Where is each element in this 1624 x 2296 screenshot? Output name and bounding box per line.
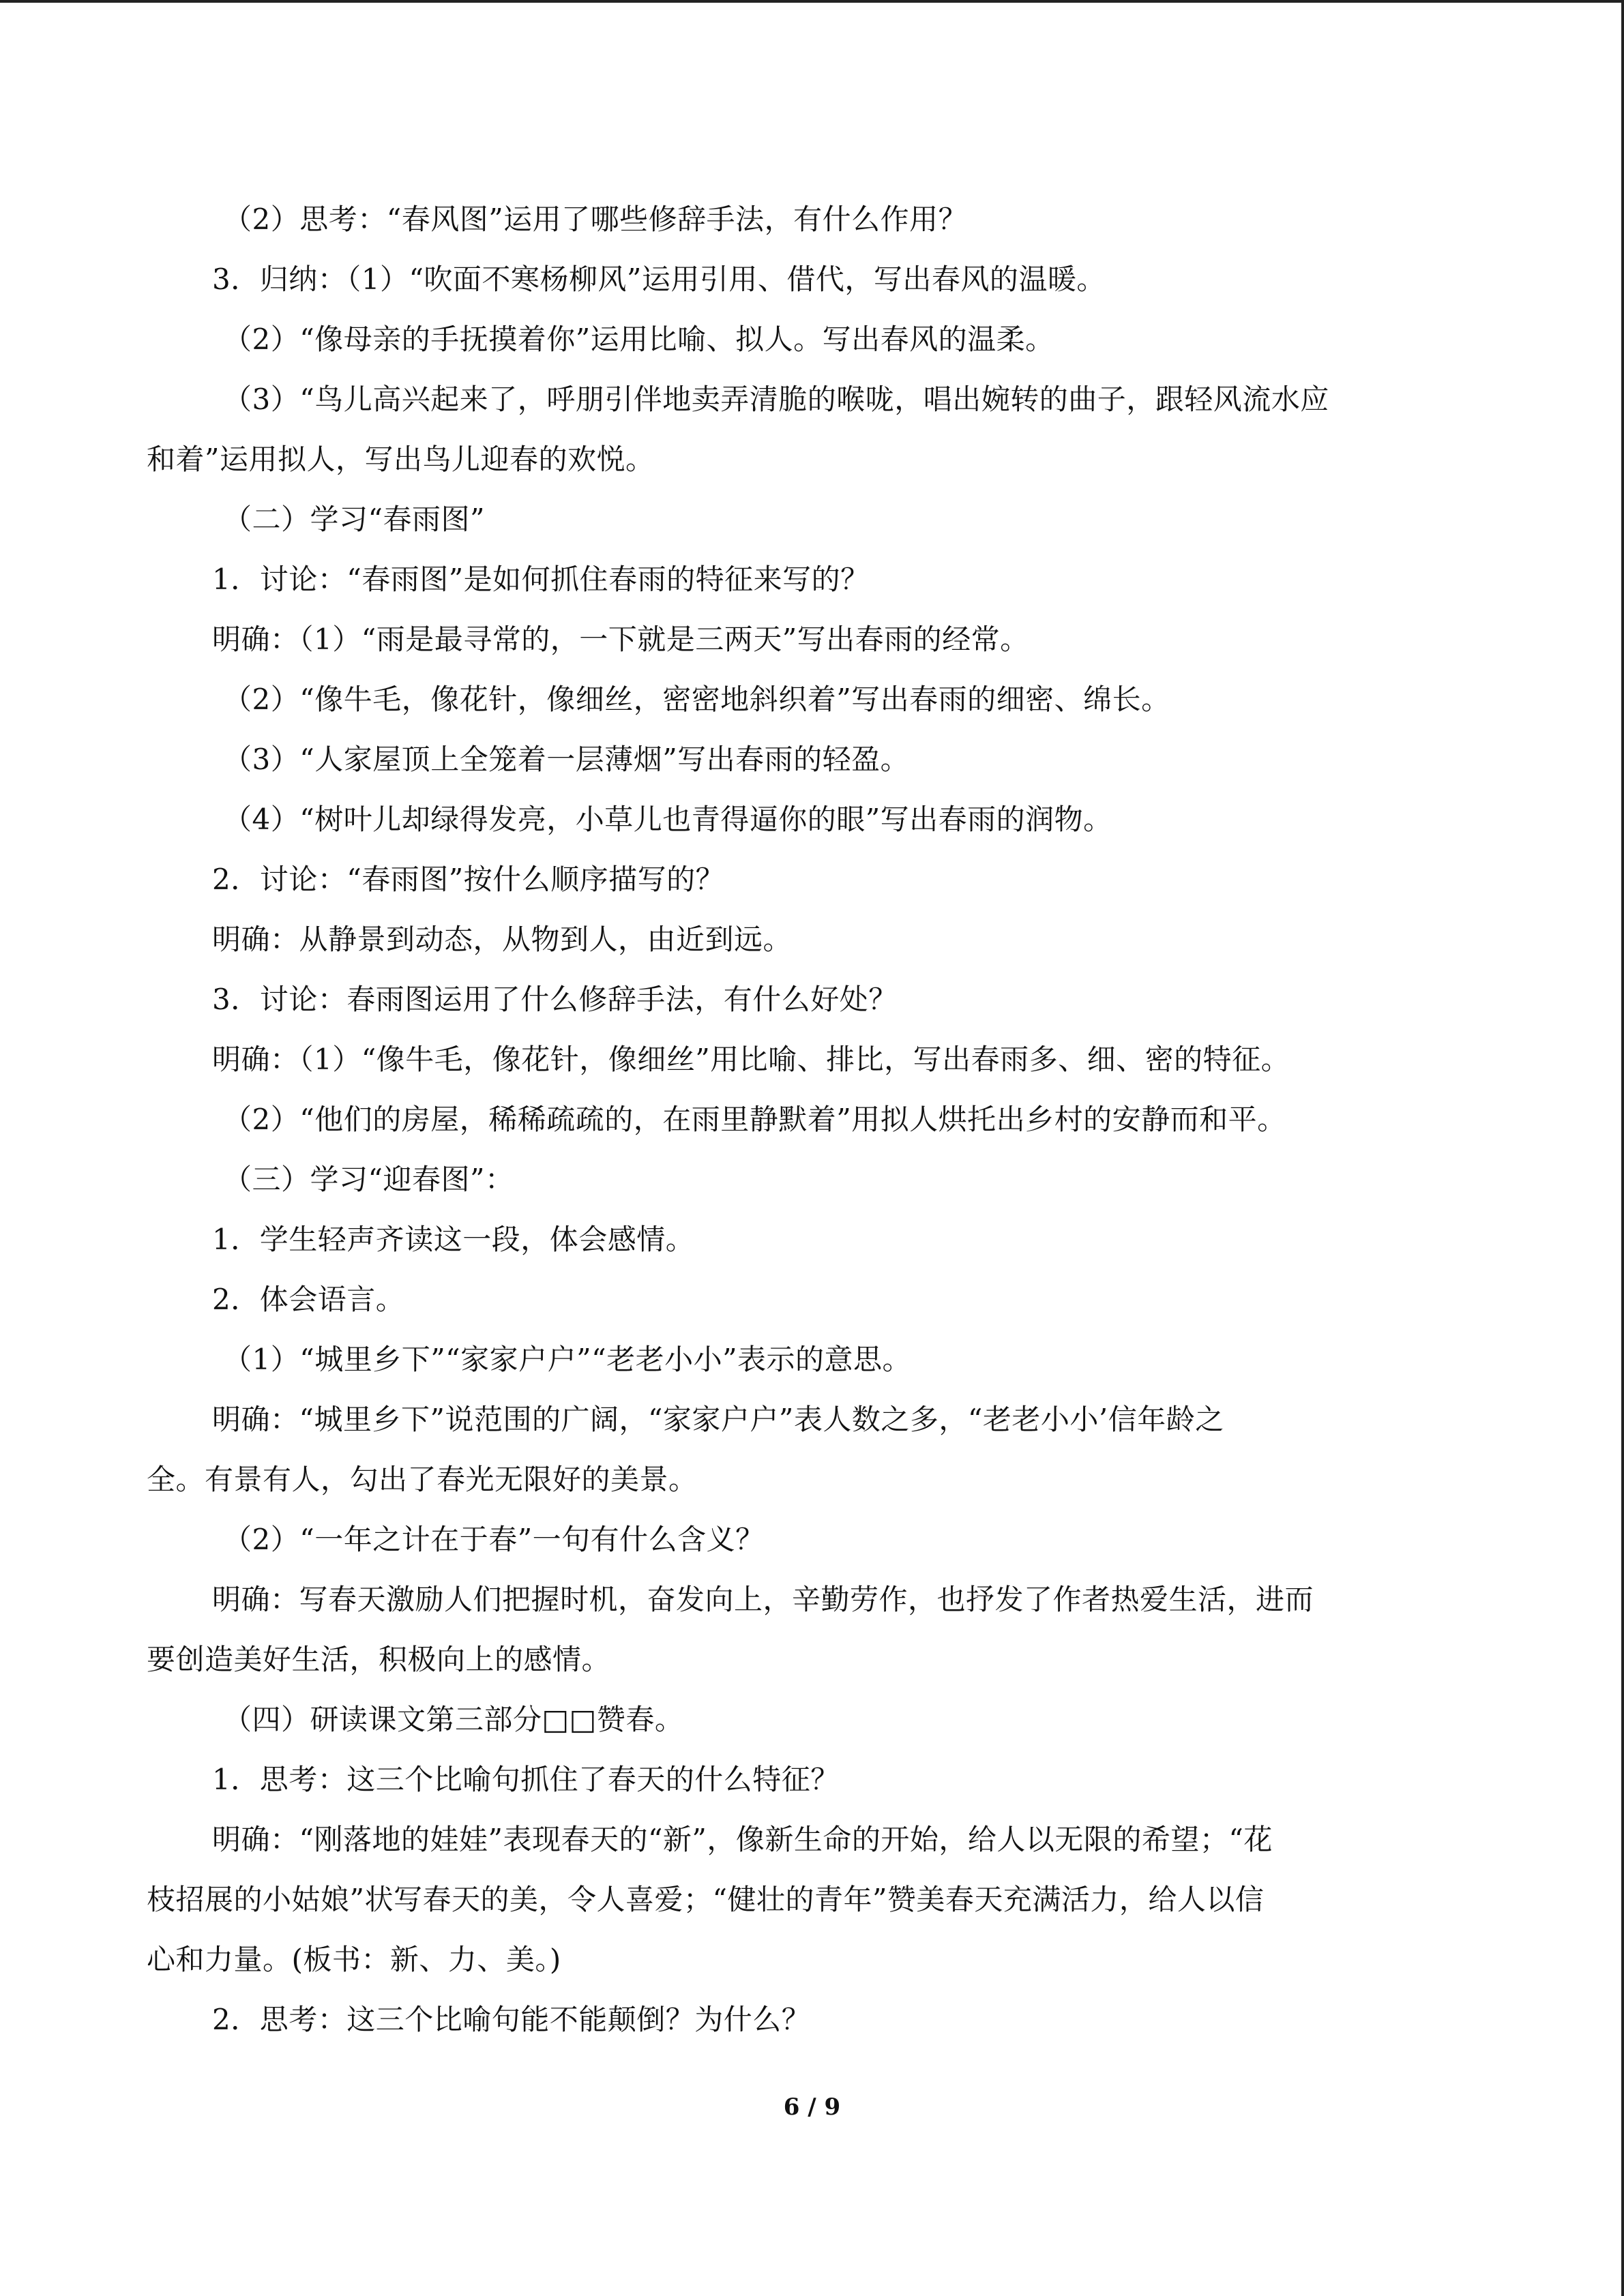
paragraph-line: 1．讨论：“春雨图”是如何抓住春雨的特征来写的？ xyxy=(212,563,870,596)
section-heading: （四）研读课文第三部分□□赞春。 xyxy=(223,1703,684,1736)
paragraph-line: 2．思考：这三个比喻句能不能颠倒？为什么？ xyxy=(212,2003,811,2036)
paragraph-line: （2）思考：“春风图”运用了哪些修辞手法，有什么作用？ xyxy=(223,203,968,236)
paragraph-line: （2）“一年之计在于春”一句有什么含义？ xyxy=(223,1523,765,1556)
paragraph-line: 3．讨论：春雨图运用了什么修辞手法，有什么好处？ xyxy=(212,983,898,1016)
paragraph-line: 2．讨论：“春雨图”按什么顺序描写的？ xyxy=(212,863,725,896)
paragraph-line: 明确：写春天激励人们把握时机，奋发向上，辛勤劳作，也抒发了作者热爱生活，进而 xyxy=(212,1583,1314,1616)
paragraph-line: 明确：“城里乡下”说范围的广阔，“家家户户”表人数之多，“老老小小’信年龄之 xyxy=(212,1403,1224,1436)
paragraph-line: 全。有景有人，勾出了春光无限好的美景。 xyxy=(147,1463,698,1496)
paragraph-line: 1．学生轻声齐读这一段，体会感情。 xyxy=(212,1223,695,1256)
paragraph-line: 和着”运用拟人，写出鸟儿迎春的欢悦。 xyxy=(147,443,655,476)
paragraph-line: （2）“像母亲的手抚摸着你”运用比喻、拟人。写出春风的温柔。 xyxy=(223,323,1054,356)
page-top-border xyxy=(0,0,1624,3)
paragraph-line: 心和力量。(板书：新、力、美。) xyxy=(147,1943,561,1976)
paragraph-line: 3．归纳：（1）“吹面不寒杨柳风”运用引用、借代，写出春风的温暖。 xyxy=(212,263,1106,296)
paragraph-line: （3）“鸟儿高兴起来了，呼朋引伴地卖弄清脆的喉咙，唱出婉转的曲子，跟轻风流水应 xyxy=(223,383,1329,416)
paragraph-line: 明确：（1）“像牛毛，像花针，像细丝”用比喻、排比，写出春雨多、细、密的特征。 xyxy=(212,1043,1290,1076)
paragraph-line: 1．思考：这三个比喻句抓住了春天的什么特征？ xyxy=(212,1763,840,1796)
paragraph-line: 要创造美好生活，积极向上的感情。 xyxy=(147,1643,611,1676)
paragraph-line: （4）“树叶儿却绿得发亮，小草儿也青得逼你的眼”写出春雨的润物。 xyxy=(223,803,1112,836)
paragraph-line: 明确：“刚落地的娃娃”表现春天的“新”，像新生命的开始，给人以无限的希望；“花 xyxy=(212,1823,1273,1856)
paragraph-line: 明确：（1）“雨是最寻常的，一下就是三两天”写出春雨的经常。 xyxy=(212,623,1029,656)
paragraph-line: （2）“像牛毛，像花针，像细丝，密密地斜织着”写出春雨的细密、绵长。 xyxy=(223,683,1170,716)
paragraph-line: 枝招展的小姑娘”状写春天的美，令人喜爱；“健壮的青年”赞美春天充满活力，给人以信 xyxy=(147,1883,1265,1916)
paragraph-line: （2）“他们的房屋，稀稀疏疏的，在雨里静默着”用拟人烘托出乡村的安静而和平。 xyxy=(223,1103,1286,1136)
section-heading: （三）学习“迎春图”： xyxy=(223,1163,514,1196)
page-right-border xyxy=(1621,0,1624,2296)
document-body xyxy=(147,205,1477,2065)
paragraph-line: 明确：从静景到动态，从物到人，由近到远。 xyxy=(212,923,793,956)
page-number: 6 / 9 xyxy=(783,2093,841,2121)
paragraph-line: （1）“城里乡下”“家家户户”“老老小小”表示的意思。 xyxy=(223,1343,912,1376)
section-heading: （二）学习“春雨图” xyxy=(223,503,485,536)
paragraph-line: （3）“人家屋顶上全笼着一层薄烟”写出春雨的轻盈。 xyxy=(223,743,910,776)
paragraph-line: 2．体会语言。 xyxy=(212,1283,405,1316)
